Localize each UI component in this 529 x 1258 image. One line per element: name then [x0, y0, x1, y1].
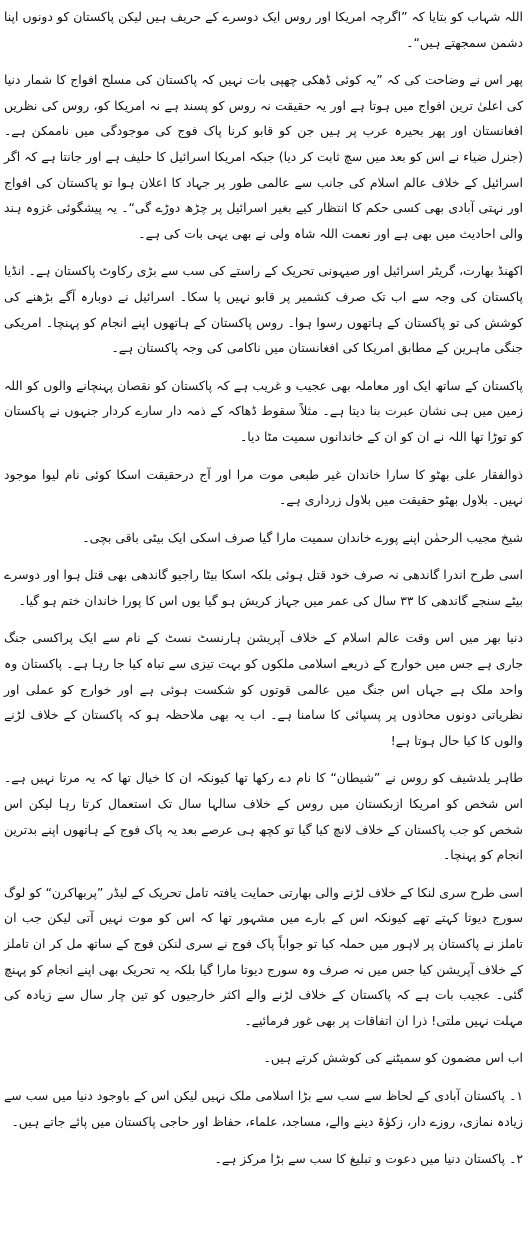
paragraph-conclusion-intro: اب اس مضمون کو سمیٹنے کی کوشش کرتے ہیں۔: [263, 1050, 523, 1066]
paragraph-shahab-quote: اللہ شہاب کو بتایا کہ ”اگرچہ امریکا اور روس ایک دوسرے کے حریف ہیں لیکن پاکستان کو دونوں اپنا دشمن سمجھتے ہیں“۔: [4, 9, 523, 50]
paragraph-proxy-war: دنیا بھر میں اس وقت عالم اسلام کے خلاف آپریشن ہارنسٹ نسٹ کے نام سے ایک پراکسی جنگ جاری ہے جس میں خوارج کے ذریعے اسلامی ملکوں کو بہت تیزی سے تباہ کیا جا رہا ہے۔ پاکستان وہ واحد ملک ہے جہاں اس جنگ میں عالمی قوتوں کو شکست ہوئی ہے اور خوارج کو عملی اور نظریاتی دونوں محاذوں پر پسپائی کا سامنا ہے۔ اب یہ بھی ملاحظہ ہو کہ پاکستان کے خلاف لڑنے والوں کا کیا حال ہوتا ہے!: [4, 630, 523, 748]
paragraph-armed-forces: پھر اس نے وضاحت کی کہ ”یہ کوئی ڈھکی چھپی بات نہیں کہ پاکستان کی مسلح افواج کا شمار دنیا کی اعلیٰ ترین افواج میں ہوتا ہے اور یہ حقیقت نہ روس کو پسند ہے نہ امریکا کو، روس کی نظریں افغانستان اور پھر بحیرہ عرب پر ہیں جن کو قابو کرنا پاک فوج کی موجودگی میں ناممکن ہے۔ (جنرل ضیاء نے اس کو بعد میں سچ ثابت کر دیا) جبکہ امریکا اسرائیل کا حلیف ہے اور جانتا ہے کہ اگر اسرائیل کے خلاف عالم اسلام کی جانب سے عالمی طور پر جہاد کا اعلان ہوا تو پاکستان کی افواج اور نہتی آبادی بھی کسی حکم کا انتظار کیے بغیر اسرائیل پر چڑھ دوڑے گی“۔ یہ پیشگوئی غزوہ ہند والی احادیث میں بھی ہے اور نعمت اللہ شاہ ولی نے بھی یہی بات کی ہے۔: [4, 72, 523, 241]
paragraph-point-one: ۱۔ پاکستان آبادی کے لحاظ سے سب سے بڑا اسلامی ملک نہیں لیکن اس کے باوجود دنیا میں سب سے زیادہ نمازی، روزے دار، زکوٰۃ دینے والے، مساجد، علماء، حفاظ اور حاجی پاکستان میں پائے جاتے ہیں۔: [4, 1087, 523, 1129]
paragraph-indira-gandhi: اسی طرح اندرا گاندھی نہ صرف خود قتل ہوئی بلکہ اسکا بیٹا راجیو گاندھی بھی قتل ہوا اور دوسرے بیٹے سنجے گاندھی کا ۳۳ سال کی عمر میں جہاز کریش ہو گیا یوں اس کا پورا خاندان ختم ہو گیا۔: [4, 567, 523, 608]
paragraph-prabhakaran: اسی طرح سری لنکا کے خلاف لڑنے والی بھارتی حمایت یافتہ تامل تحریک کے لیڈر ”پربھاکرن“ کو لوگ سورج دیوتا کہتے تھے کیونکہ اس کے بارے میں مشہور تھا کہ اس کو موت نہیں آتی لیکن جب ان تاملز نے پاکستان پر لاہور میں حملہ کیا تو جواباً پاک فوج نے سری لنکن فوج کے ساتھ مل کر ان تاملز کے خلاف آپریشن کیا جس میں نہ صرف وہ سورج دیوتا مارا گیا بلکہ یہ تحریک بھی اپنے انجام کو پہنچ گئی۔ عجیب بات ہے کہ پاکستان کے خلاف لڑنے والے اکثر خارجیوں کو تین چار سال سے زیادہ کی مہلت نہیں ملتی! ذرا ان اتفاقات پر بھی غور فرمائیے۔: [4, 884, 523, 1028]
paragraph-strange-matter: پاکستان کے ساتھ ایک اور معاملہ بھی عجیب و غریب ہے کہ پاکستان کو نقصان پہنچانے والوں کو اللہ زمین میں ہی نشان عبرت بنا دیتا ہے۔ مثلاً سقوط ڈھاکہ کے ذمہ دار سارے کردار جنہوں نے پاکستان کو توڑا تھا اللہ نے ان کو ان کے خاندانوں سمیت مٹا دیا۔: [4, 377, 523, 444]
paragraph-point-two: ۲۔ پاکستان دنیا میں دعوت و تبلیغ کا سب سے بڑا مرکز ہے۔: [214, 1151, 523, 1167]
paragraph-bhutto: ذوالفقار علی بھٹو کا سارا خاندان غیر طبعی موت مرا اور آج درحقیقت اسکا کوئی نام لیوا موجود نہیں۔ بلاول بھٹو حقیقت میں بلاول زرداری ہے۔: [4, 466, 523, 508]
paragraph-greater-israel: اکھنڈ بھارت، گریٹر اسرائیل اور صیہونی تحریک کے راستے کی سب سے بڑی رکاوٹ پاکستان ہے۔ انڈیا پاکستان کی وجہ سے اب تک صرف کشمیر پر قابو نہیں پا سکا۔ اسرائیل نے دوبارہ آگے بڑھنے کی کوشش کی تو پاکستان کے ہاتھوں رسوا ہوا۔ روس پاکستان کے ہاتھوں اپنے انجام کو پہنچا۔ امریکی جنگی ماہرین کے مطابق امریکا کی افغانستان میں ناکامی کی وجہ پاکستان ہے۔: [4, 263, 523, 356]
paragraph-mujib: شیخ مجیب الرحمٰن اپنے پورے خاندان سمیت مارا گیا صرف اسکی ایک بیٹی باقی بچی۔: [82, 529, 523, 545]
paragraph-tahir-yuldashev: طاہر یلدشیف کو روس نے ”شیطان“ کا نام دے رکھا تھا کیونکہ ان کا خیال تھا کہ یہ مرتا نہیں ہے۔ اس شخص کو امریکا ازبکستان میں روس کے خلاف سالہا سال تک استعمال کرتا رہا لیکن اس شخص کو جب پاکستان کے خلاف لانچ کیا گیا تو کچھ ہی عرصے بعد یہ پاک فوج کے ہاتھوں اپنے بدترین انجام کو پہنچا۔: [4, 770, 523, 863]
